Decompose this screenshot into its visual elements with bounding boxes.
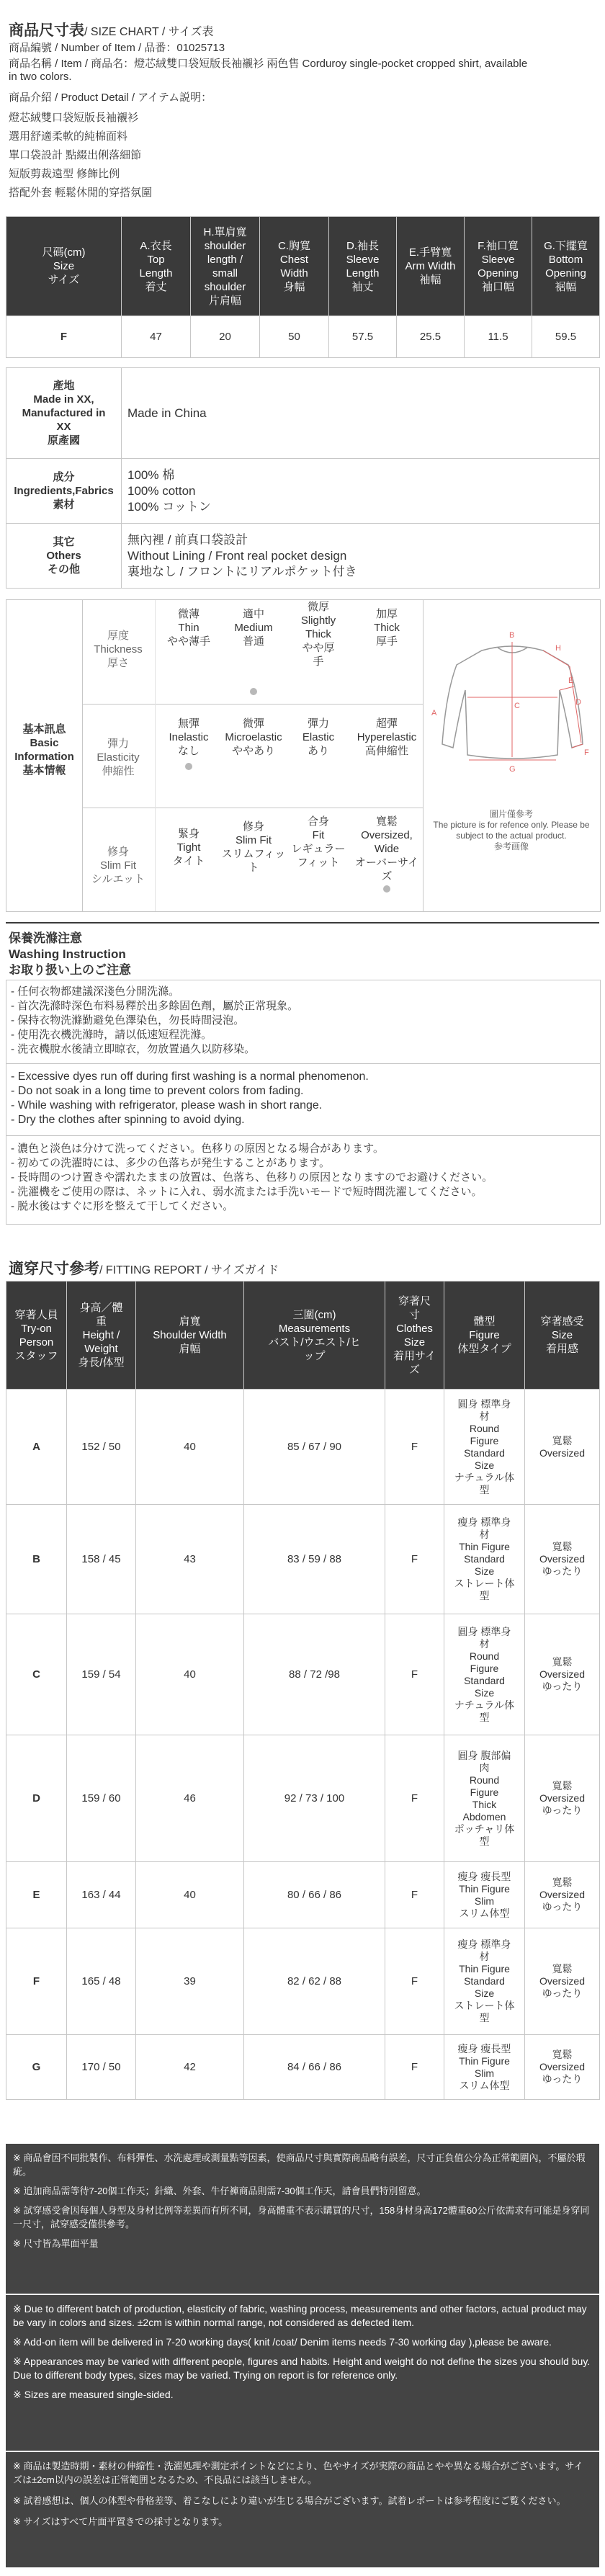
thickness-selected-dot bbox=[250, 688, 257, 695]
fitting-cell: 寬鬆 Oversized ゆったり bbox=[525, 1505, 600, 1614]
washing-ja-line: - 長時間のつけ置きや濡れたままの放置は、色落ち、色移りの原因となりますのでお避けください。 bbox=[11, 1171, 493, 1184]
others-value: 無內裡 / 前真口袋設計 Without Lining / Front real pocket design 裏地なし / フロントにリアルポケット付き bbox=[122, 524, 600, 589]
size-table bbox=[6, 216, 600, 358]
svg-text:A: A bbox=[431, 709, 437, 717]
fitting-row bbox=[6, 2035, 600, 2100]
washing-zh-line: - 洗衣機脫水後請立即晾衣，勿放置過久以防移染。 bbox=[11, 1043, 256, 1055]
detail-line: 燈芯絨雙口袋短版長袖襯衫 bbox=[9, 112, 139, 124]
fitting-cell: 92 / 73 / 100 bbox=[244, 1735, 385, 1862]
washing-ja-line: - 濃色と淡色は分けて洗ってください。色移りの原因となる場合があります。 bbox=[11, 1142, 384, 1155]
fitting-row bbox=[6, 1735, 600, 1862]
fitting-cell: G bbox=[6, 2035, 67, 2100]
fitting-cell: 83 / 59 / 88 bbox=[244, 1505, 385, 1614]
item-number: 商品編號 / Number of Item / 品番：01025713 bbox=[9, 42, 225, 54]
note-line: ※ Add-on item will be delivered in 7-20 working days( knit /coat/ Denim items needs 7-30 working day ),please be aware. bbox=[13, 2336, 552, 2348]
washing-zh-line: - 保持衣物洗滌勤避免色澤染色，勿長時間浸泡。 bbox=[11, 1014, 245, 1027]
fitting-row bbox=[6, 1862, 600, 1928]
fit-option: 合身 Fit レギュラー フィット bbox=[291, 815, 346, 869]
fitting-cell: 152 / 50 bbox=[67, 1390, 136, 1505]
fitting-cell: 寬鬆 Oversized ゆったり bbox=[525, 1614, 600, 1735]
basic-info-label: 基本訊息 Basic Information 基本情報 bbox=[14, 723, 74, 777]
fitting-cell: 170 / 50 bbox=[67, 2035, 136, 2100]
fit-option: 緊身 Tight タイト bbox=[172, 828, 205, 867]
fitting-cell: 88 / 72 /98 bbox=[244, 1614, 385, 1735]
svg-text:B: B bbox=[509, 631, 515, 640]
fitting-cell: 85 / 67 / 90 bbox=[244, 1390, 385, 1505]
elasticity-option: 微彈 Microelastic ややあり bbox=[225, 717, 282, 757]
washing-box bbox=[6, 980, 601, 1225]
fit-option: 修身 Slim Fit スリムフィッ ト bbox=[221, 820, 286, 874]
thickness-option: 微厚 Slightly Thick やや厚 手 bbox=[300, 601, 336, 668]
fitting-row bbox=[6, 1505, 600, 1614]
fitting-cell: F bbox=[385, 1614, 444, 1735]
fit-feeling-header: 穿著感受 Size 着用感 bbox=[525, 1282, 600, 1390]
fitting-cell: 159 / 54 bbox=[67, 1614, 136, 1735]
elasticity-option: 彈力 Elastic あり bbox=[302, 717, 335, 757]
fabric-value: 100% 棉 100% cotton 100% コットン bbox=[122, 459, 600, 524]
top-length-header: A.衣長 Top Length 着丈 bbox=[122, 217, 191, 316]
fitting-title: 適穿尺寸參考/ FITTING REPORT / サイズガイド bbox=[9, 1261, 279, 1277]
svg-text:E: E bbox=[568, 676, 574, 685]
elasticity-label: 彈力 Elasticity 伸縮性 bbox=[97, 738, 140, 777]
fitting-cell: F bbox=[385, 1505, 444, 1614]
svg-text:D: D bbox=[575, 698, 581, 707]
fitting-cell: 43 bbox=[136, 1505, 244, 1614]
note-line: ※ 追加商品需等待7-20個工作天；針織、外套、牛仔褲商品則需7-30個工作天，請會員們特別留意。 bbox=[13, 2186, 426, 2196]
shoulder-header: H.單肩寬 shoulder length / small shoulder 片肩幅 bbox=[191, 217, 260, 316]
fitting-cell: D bbox=[6, 1735, 67, 1862]
svg-text:C: C bbox=[514, 702, 520, 710]
thickness-option: 適中 Medium 普通 bbox=[234, 608, 273, 648]
elasticity-option: 無彈 Inelastic なし bbox=[169, 717, 209, 757]
fitting-cell: F bbox=[385, 1928, 444, 2035]
size-cell: 57.5 bbox=[329, 316, 397, 358]
item-name-line2: in two colors. bbox=[9, 71, 72, 83]
fitting-cell: 40 bbox=[136, 1862, 244, 1928]
shirt-diagram-icon bbox=[431, 629, 593, 795]
notes-en-box bbox=[6, 2295, 599, 2451]
others-label: 其它 Others その他 bbox=[6, 524, 122, 589]
height-weight-header: 身高／體 重 Height / Weight 身長/体型 bbox=[67, 1282, 136, 1390]
diagram-note: 圖片僅參考 The picture is for refence only. Please be subject to the actual product. 参考画像 bbox=[433, 809, 590, 851]
origin-value: Made in China bbox=[122, 368, 600, 459]
washing-divider bbox=[6, 922, 599, 923]
size-cell: 59.5 bbox=[532, 316, 600, 358]
fitting-cell: 圓身 腹部偏 肉 Round Figure Thick Abdomen ポッチャリ体 型 bbox=[444, 1735, 525, 1862]
fitting-cell: B bbox=[6, 1505, 67, 1614]
fitting-cell: 46 bbox=[136, 1735, 244, 1862]
measurements-header: 三圍(cm) Measurements バスト/ウエスト/ヒ ップ bbox=[244, 1282, 385, 1390]
size-cell: 47 bbox=[122, 316, 191, 358]
fit-option: 寬鬆 Oversized, Wide オーバーサイ ズ bbox=[354, 815, 419, 882]
washing-ja-line: - 初めての洗濯時には、多少の色落ちが発生することがあります。 bbox=[11, 1157, 330, 1169]
item-name-line1: 商品名稱 / Item / 商品名：燈芯絨雙口袋短版長袖襯衫 兩色售 Corduroy single-pocket cropped shirt, available bbox=[9, 58, 528, 70]
fitting-cell: 寬鬆 Oversized bbox=[525, 1390, 600, 1505]
size-cell: 11.5 bbox=[465, 316, 532, 358]
size-chart-title: 商品尺寸表/ SIZE CHART / サイズ表 bbox=[9, 22, 214, 39]
arm-width-header: E.手臂寬 Arm Width 袖幅 bbox=[397, 217, 465, 316]
washing-zh-line: - 使用洗衣機洗滌時，請以低速短程洗滌。 bbox=[11, 1029, 212, 1041]
fitting-cell: 寬鬆 Oversized ゆったり bbox=[525, 1862, 600, 1928]
size-cell: 25.5 bbox=[397, 316, 465, 358]
info-table bbox=[6, 367, 600, 589]
fitting-cell: 瘦身 標準身 材 Thin Figure Standard Size ストレート体 型 bbox=[444, 1505, 525, 1614]
washing-en-line: - Dry the clothes after spinning to avoid dying. bbox=[11, 1114, 245, 1126]
fitting-cell: 40 bbox=[136, 1614, 244, 1735]
svg-text:H: H bbox=[555, 644, 561, 653]
note-line: ※ 試着感想は、個人の体型や骨格差等、着こなしにより違いが生じる場合がございます。試着レポートは参考程度にご覧ください。 bbox=[13, 2495, 566, 2506]
thickness-option: 加厚 Thick 厚手 bbox=[374, 608, 400, 648]
thickness-option: 微薄 Thin やや薄手 bbox=[166, 608, 210, 648]
washing-zh-line: - 任何衣物都建議深淺色分開洗滌。 bbox=[11, 985, 180, 998]
fitting-row bbox=[6, 1614, 600, 1735]
person-header: 穿著人員 Try-on Person スタッフ bbox=[6, 1282, 67, 1390]
washing-ja-line: - 洗濯機をご使用の際は、ネットに入れ、弱水流または手洗いモードで短時間洗濯してください。 bbox=[11, 1186, 483, 1198]
origin-label: 產地 Made in XX, Manufactured in XX 原產國 bbox=[6, 368, 122, 459]
fitting-cell: 瘦身 瘦長型 Thin Figure Slim スリム体型 bbox=[444, 1862, 525, 1928]
fitting-cell: C bbox=[6, 1614, 67, 1735]
washing-zh-line: - 首次洗滌時深色布料易釋於出多餘固色劑，屬於正常現象。 bbox=[11, 1000, 299, 1012]
fitting-cell: 158 / 45 bbox=[67, 1505, 136, 1614]
washing-en-line: - Excessive dyes run off during first washing is a normal phenomenon. bbox=[11, 1070, 369, 1083]
fitting-cell: 40 bbox=[136, 1390, 244, 1505]
fitting-cell: 寬鬆 Oversized ゆったり bbox=[525, 1735, 600, 1862]
size-header: 尺碼(cm) Size サイズ bbox=[6, 217, 122, 316]
notes-ja-box bbox=[6, 2452, 599, 2567]
fitting-cell: 165 / 48 bbox=[67, 1928, 136, 2035]
sleeve-opening-header: F.袖口寬 Sleeve Opening 袖口幅 bbox=[465, 217, 532, 316]
note-line: ※ サイズはすべて片面平置きでの採寸となります。 bbox=[13, 2516, 228, 2527]
size-cell: 50 bbox=[260, 316, 329, 358]
bottom-opening-header: G.下擺寬 Bottom Opening 裾幅 bbox=[532, 217, 600, 316]
svg-text:G: G bbox=[509, 765, 516, 774]
chest-header: C.胸寬 Chest Width 身幅 bbox=[260, 217, 329, 316]
fitting-cell: F bbox=[385, 1862, 444, 1928]
detail-line: 短版剪裁遠型 修飾比例 bbox=[9, 168, 120, 180]
fitting-cell: E bbox=[6, 1862, 67, 1928]
fitting-cell: 163 / 44 bbox=[67, 1862, 136, 1928]
fitting-cell: 圓身 標準身 材 Round Figure Standard Size ナチュラル体 型 bbox=[444, 1390, 525, 1505]
detail-line: 選用舒適柔軟的純棉面料 bbox=[9, 130, 128, 143]
fitting-cell: 82 / 62 / 88 bbox=[244, 1928, 385, 2035]
fitting-cell: 42 bbox=[136, 2035, 244, 2100]
note-line: ※ Appearances may be varied with different people, figures and habits. Height and weight do not define the sizes you should buy. Due to different body types, sizes may be varied. Trying on report is for reference only. bbox=[13, 2356, 591, 2381]
washing-en-line: - While washing with refrigerator, please wash in short range. bbox=[11, 1099, 323, 1112]
figure-header: 體型 Figure 体型タイプ bbox=[444, 1282, 525, 1390]
size-cell: 20 bbox=[191, 316, 260, 358]
sleeve-length-header: D.袖長 Sleeve Length 袖丈 bbox=[329, 217, 397, 316]
fabric-label: 成分 Ingredients,Fabrics 素材 bbox=[6, 459, 122, 524]
note-line: ※ 商品會因不同批製作、布料彈性、水洗處理或測量點等因素，使商品尺寸與實際商品略有誤差，尺寸正負值公分為正常範圍內，不屬於瑕疵。 bbox=[13, 2152, 586, 2177]
notes-zh-box bbox=[6, 2144, 599, 2294]
washing-en-line: - Do not soak in a long time to prevent colors from fading. bbox=[11, 1085, 304, 1097]
note-line: ※ Sizes are measured single-sided. bbox=[13, 2389, 174, 2400]
detail-line: 單口袋設計 點綴出俐落細節 bbox=[9, 149, 142, 161]
elasticity-option: 超彈 Hyperelastic 高伸縮性 bbox=[357, 717, 417, 757]
fitting-cell: F bbox=[385, 1390, 444, 1505]
fitting-cell: 瘦身 標準身 材 Thin Figure Standard Size ストレート体 型 bbox=[444, 1928, 525, 2035]
fitting-cell: 寬鬆 Oversized ゆったり bbox=[525, 1928, 600, 2035]
fit-selected-dot bbox=[383, 885, 390, 893]
fitting-cell: 寬鬆 Oversized ゆったり bbox=[525, 2035, 600, 2100]
size-cell: F bbox=[6, 316, 122, 358]
note-line: ※ 尺寸皆為單面平量 bbox=[13, 2238, 99, 2249]
fitting-cell: 159 / 60 bbox=[67, 1735, 136, 1862]
note-line: ※ 商品は製造時期・素材の伸縮性・洗濯処理や測定ポイントなどにより、色やサイズが実際の商品とやや異なる場合がございます。サイズは±2cm以内の誤差は正常範囲となるため、不良品には該当しません。 bbox=[13, 2461, 583, 2485]
fitting-cell: 39 bbox=[136, 1928, 244, 2035]
elasticity-selected-dot bbox=[185, 763, 192, 770]
fitting-row bbox=[6, 1928, 600, 2035]
thickness-label: 厚度 Thickness 厚さ bbox=[94, 630, 143, 669]
note-line: ※ Due to different batch of production, elasticity of fabric, washing process, measurements and other factors, actual product may be vary in colors and sizes. ±2cm is within normal range, not considered as defected item. bbox=[13, 2303, 587, 2328]
clothes-size-header: 穿著尺 寸 Clothes Size 着用サイ ズ bbox=[385, 1282, 444, 1390]
svg-text:F: F bbox=[584, 748, 589, 757]
fitting-table bbox=[6, 1281, 600, 2100]
fitting-row bbox=[6, 1390, 600, 1505]
fitting-cell: F bbox=[6, 1928, 67, 2035]
fitting-cell: 84 / 66 / 86 bbox=[244, 2035, 385, 2100]
fitting-cell: A bbox=[6, 1390, 67, 1505]
shoulder-width-header: 肩寬 Shoulder Width 肩幅 bbox=[136, 1282, 244, 1390]
fitting-cell: 圓身 標準身 材 Round Figure Standard Size ナチュラル体 型 bbox=[444, 1614, 525, 1735]
fit-label: 修身 Slim Fit シルエット bbox=[91, 846, 145, 885]
basic-info-box bbox=[6, 599, 601, 912]
fitting-cell: F bbox=[385, 1735, 444, 1862]
fitting-cell: 瘦身 瘦長型 Thin Figure Slim スリム体型 bbox=[444, 2035, 525, 2100]
product-detail-label: 商品介紹 / Product Detail / アイテム説明： bbox=[9, 91, 212, 104]
detail-line: 搭配外套 輕鬆休閒的穿搭氛圍 bbox=[9, 187, 153, 199]
fitting-cell: 80 / 66 / 86 bbox=[244, 1862, 385, 1928]
note-line: ※ 試穿感受會因每個人身型及身材比例等差異而有所不同，身高體重不表示購買的尺寸，158身材身高172體重60公斤依需求有可能是身穿同一尺寸，試穿感受僅供參考。 bbox=[13, 2205, 590, 2230]
washing-ja-line: - 脱水後はすぐに形を整えて干してください。 bbox=[11, 1200, 234, 1212]
fitting-cell: F bbox=[385, 2035, 444, 2100]
washing-title: 保養洗滌注意 Washing Instruction お取り扱い上のご注意 bbox=[9, 931, 131, 977]
